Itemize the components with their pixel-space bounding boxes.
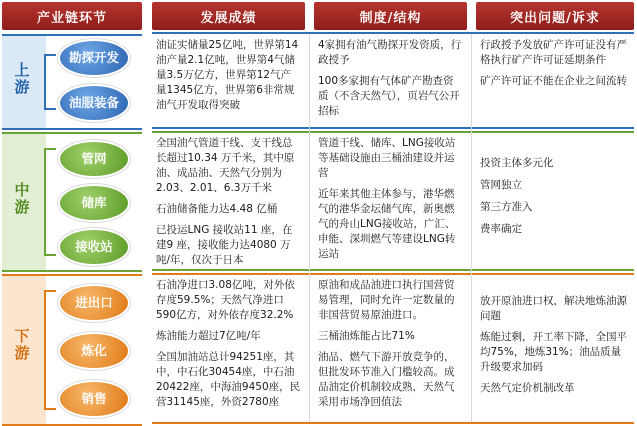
midstream-band [2,132,142,272]
node-pipeline: 管网 [58,140,130,178]
midstream-issue-text-1: 投资主体多元化 [480,157,554,169]
upstream-issues [476,36,634,126]
node-oilfield-services: 油服装备 [58,84,130,122]
midstream-bottom-rule [152,269,634,271]
downstream-label-char-1: 下 [14,327,30,345]
downstream-issues [476,276,634,422]
downstream-sys-text-1: 原油和成品油进口执行国营贸易管理，同时允许一定数量的非国营贸易原油进口。 [318,279,455,321]
midstream-issue-text-2: 管网独立 [480,179,522,191]
column-divider-1 [309,34,310,422]
downstream-system [314,276,467,422]
downstream-sys-text-3: 油品、燃气下游开放竞争的，但批发环节准入门槛较高。成品油定价机制较成熟，天然气采用市场净回值法 [318,351,455,408]
downstream-band [2,274,142,426]
upstream-dev-text: 油证实储量25亿吨，世界第14油产量2.1亿吨，世界第4气储量3.5万亿方，世界第12气产量1345亿方，世界第6非常规油气开发取得突破 [156,39,299,111]
upstream-label-char-1: 上 [14,61,30,79]
downstream-issue-text-1: 放开原油进口权，解决地炼油源问题 [480,295,627,322]
header-chain: 产业链环节 [2,2,142,30]
midstream-issues [476,134,634,268]
midstream-label-char-1: 中 [14,181,30,199]
downstream-development [152,276,305,422]
midstream-sys-text-1: 管道干线、储库、LNG接收站等基础设施由三桶油建设并运营 [318,137,456,179]
header-issues: 突出问题/诉求 [476,2,634,30]
midstream-label [2,182,42,216]
midstream-dev-text-3: 已投运LNG 接收站11 座，在建9 座，接收能力达4080 万吨/年，仅次于日本 [156,224,293,266]
midstream-dev-text-2: 石油储备能力达4.48 亿桶 [156,203,278,215]
upstream-development [152,36,305,126]
node-terminal: 接收站 [58,228,130,266]
upstream-issue-text-2: 矿产许可证不能在企业之间流转 [480,75,627,87]
upstream-bracket [44,54,56,110]
node-storage: 储库 [58,184,130,222]
downstream-bracket [44,290,56,410]
downstream-dev-text-2: 炼油能力超过7亿吨/年 [156,330,261,342]
midstream-development [152,134,305,268]
downstream-issue-text-3: 天然气定价机制改革 [480,382,575,394]
downstream-dev-text-3: 全国加油站总计94251座，其中，中石化30454座，中石油20422座，中海油9450座，民营31145座，外资2780座 [156,351,301,408]
column-divider-2 [471,34,472,422]
upstream-top-rule [152,32,634,34]
midstream-issue-text-4: 费率确定 [480,223,522,235]
node-sales: 销售 [58,380,130,418]
midstream-bracket [44,148,56,256]
upstream-issue-text-1: 行政授予发放矿产许可证没有严格执行矿产许可证延期条件 [480,39,627,66]
header-development: 发展成绩 [152,2,305,30]
node-refining: 炼化 [58,332,130,370]
downstream-top-rule [152,273,634,275]
upstream-system [314,36,467,126]
midstream-dev-text-1: 全国油气管道干线、支干线总长超过10.34 万千米，其中原油、成品油、天然气分别为 2.03、2.01、6.3万千米 [156,137,295,194]
midstream-label-char-2: 游 [14,198,30,216]
header-system: 制度/结构 [314,2,467,30]
upstream-bottom-rule [152,127,634,129]
midstream-sys-text-2: 近年来其他主体参与，港华燃气的港华金坛储气库，新奥燃气的舟山LNG接收站，广汇、申能、深圳燃气等建设LNG转运站 [318,188,456,260]
midstream-system [314,134,467,268]
downstream-label-char-2: 游 [14,344,30,362]
node-import-export: 进出口 [58,284,130,322]
downstream-sys-text-2: 三桶油炼能占比71% [318,330,415,342]
upstream-label [2,62,42,96]
node-exploration: 勘探开发 [58,39,130,77]
downstream-dev-text-1: 石油净进口3.08亿吨，对外依存度59.5%；天然气净进口590亿方，对外依存度32.2% [156,279,295,321]
midstream-issue-text-3: 第三方准入 [480,201,533,213]
upstream-band [2,34,142,130]
upstream-label-char-2: 游 [14,78,30,96]
midstream-top-rule [152,131,634,133]
downstream-issue-text-2: 炼能过剩，开工率下降，全国平均75%，地炼31%；油品质量升级要求加码 [480,331,627,373]
upstream-sys-text-2: 100多家拥有气体矿产勘查资质（不含天然气），页岩气公开招标 [318,75,460,117]
downstream-label [2,328,42,362]
upstream-sys-text-1: 4家拥有油气勘探开发资质，行政授予 [318,39,462,66]
